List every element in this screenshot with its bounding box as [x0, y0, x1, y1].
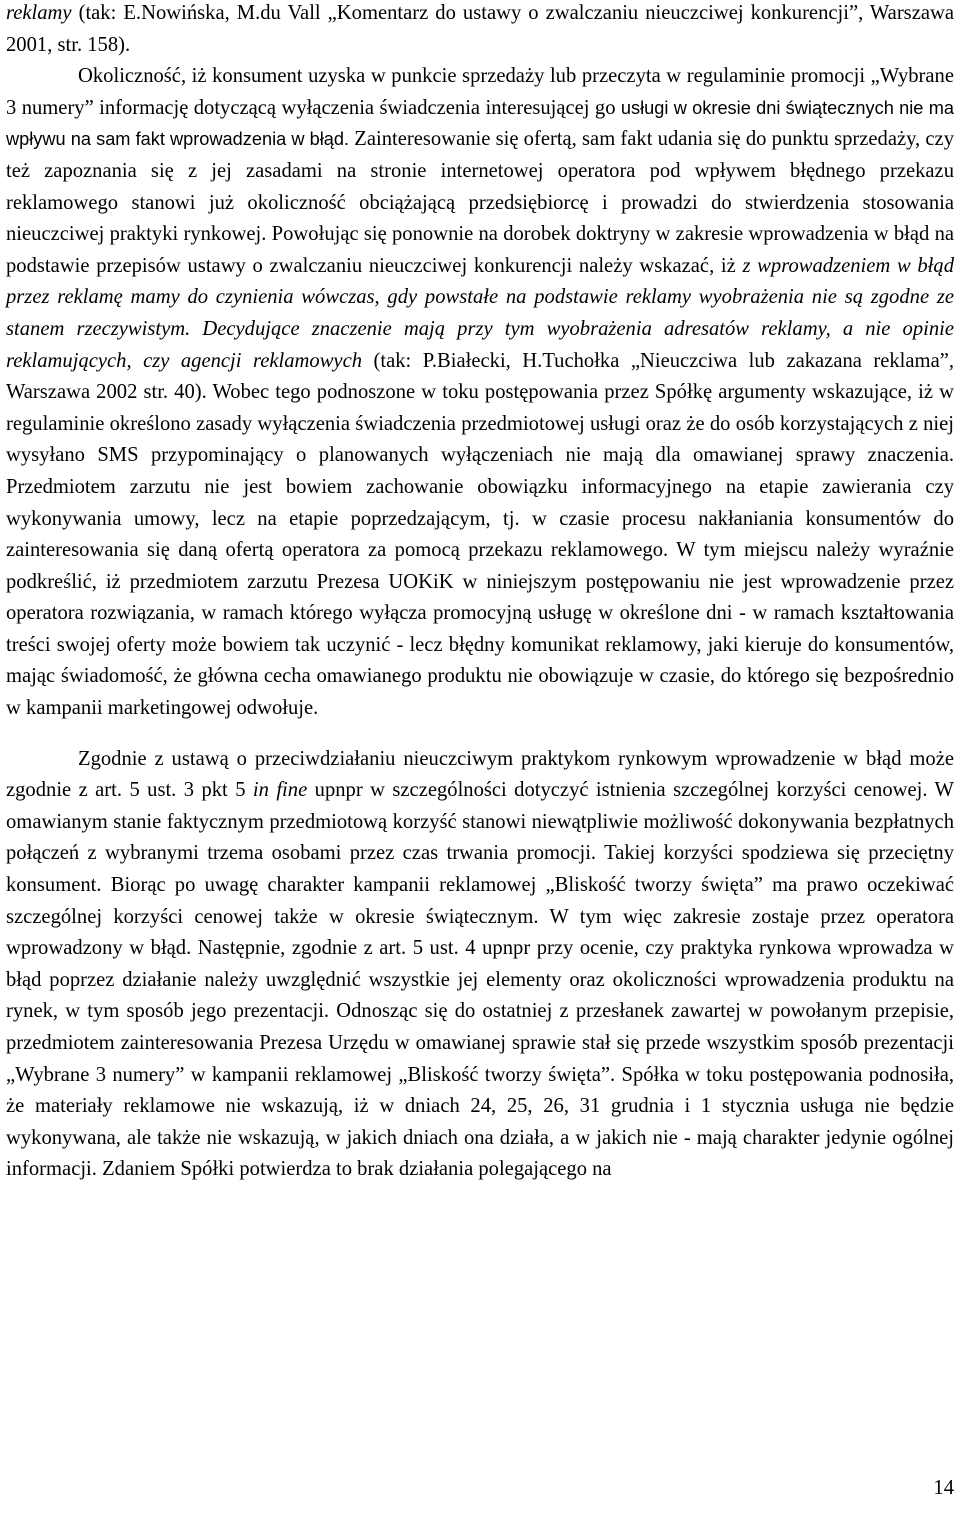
paragraph-1-run: (tak: E.Nowińska, M.du Vall „Komentarz do ustawy o zwalczaniu nieuczciwej konkurencji”, Warszawa 2001, str. 158). — [6, 2, 954, 56]
paragraph-2-run: usługi w okresie dni świątecznych nie ma wpływu na sam fakt wprowadzenia w błąd. — [6, 97, 954, 150]
paragraph-2-run: (tak: P.Białecki, H.Tuchołka „Nieuczciwa lub zakazana reklama”, Warszawa 2002 str. 40). Wobec tego podnoszone w toku postępowania przez Spółkę argumenty wskazujące, iż w regulaminie określono zasady wyłączenia świadczenia przedmiotowej usługi oraz że do osób korzystających z niej wysyłano SMS przypominający o planowanych wyłączeniach nie mają dla omawianej sprawy znaczenia. Przedmiotem zarzutu nie jest bowiem zachowanie obowiązku informacyjnego na etapie zawierania czy wykonywania umowy, lecz na etapie poprzedzającym, tj. w czasie procesu nakłaniania konsumentów do zainteresowania się daną ofertą operatora za pomocą przekazu reklamowego. W tym miejscu należy wyraźnie podkreślić, iż przedmiotem zarzutu Prezesa UOKiK w niniejszym postępowaniu nie jest wprowadzenie przez operatora rozwiązania, w ramach którego wyłącza promocyjną usługę w określone dni - w ramach kształtowania treści swojej oferty może bowiem tak uczynić - lecz błędny komunikat reklamowy, jaki kieruje do konsumentów, mając świadomość, że główna cecha omawianego produktu nie obowiązuje w czasie, do którego się bezpośrednio w kampanii marketingowej odwołuje. — [6, 349, 954, 720]
paragraph-1 — [6, 0, 954, 61]
paragraph-2-run: Powołując się ponownie na dorobek doktryny w zakresie wprowadzenia w błąd na podstawie przepisów ustawy o zwalczaniu nieuczciwej konkurencji należy wskazać, iż — [6, 223, 955, 277]
paragraph-2-run: z wprowadzeniem w błąd przez reklamę mamy do czynienia wówczas, gdy powstałe na podstawie reklamy wyobrażenia nie są zgodne ze stanem rzeczywistym. Decydujące znaczenie mają przy tym wyobrażenia adresatów reklamy, a nie opinie reklamujących, czy agencji reklamowych — [6, 254, 954, 372]
document-page — [6, 0, 954, 1186]
paragraph-3-run: upnpr w szczególności dotyczyć istnienia szczególnej korzyści cenowej. W omawianym stanie faktycznym przedmiotową korzyść stanowi niewątpliwie możliwość dokonywania bezpłatnych połączeń z wybranymi trzema osobami przez czas trwania promocji. Takiej korzyści spodziewa się przeciętny konsument. Biorąc po uwagę charakter kampanii reklamowej „Bliskość tworzy święta” ma prawo oczekiwać szczególnej korzyści cenowej także w okresie świątecznym. W tym więc zakresie zostaje przez operatora wprowadzony w błąd. Następnie, zgodnie z art. 5 ust. 4 upnpr przy ocenie, czy praktyka rynkowa wprowadza w błąd poprzez działanie należy uwzględnić wszystkie jej elementy oraz okoliczności wprowadzenia produktu na rynek, w tym sposób jego prezentacji. Odnosząc się do ostatniej z przesłanek zawartej w powołanym przepisie, przedmiotem zainteresowania Prezesa Urzędu w omawianej sprawie stał się przede wszystkim sposób prezentacji „Wybrane 3 numery” w kampanii reklamowej „Bliskość tworzy święta”. Spółka w toku postępowania podnosiła, że materiały reklamowe nie wskazują, iż w dniach 24, 25, 26, 31 grudnia i 1 stycznia usługa nie będzie wykonywana, ale także nie wskazują, w jakich dniach ona działa, a w jakich nie - mają charakter jedynie ogólnej informacji. Zdaniem Spółki potwierdza to brak działania polegającego na — [6, 779, 954, 1181]
paragraph-3 — [6, 744, 954, 1186]
paragraph-2 — [6, 61, 954, 724]
paragraph-3-run: in fine — [252, 779, 308, 802]
paragraph-1-run: reklamy — [6, 2, 72, 24]
paragraph-2-run: Okoliczność, iż konsument uzyska w punkcie sprzedaży lub przeczyta w regulaminie promocji „Wybrane 3 numery” informację dotyczącą wyłączenia świadczenia interesującej go — [6, 65, 954, 119]
paragraph-2-run: Zainteresowanie się ofertą, sam fakt udania się do punktu sprzedaży, czy też zapoznania się z jej zasadami na stronie internetowej operatora pod wpływem błędnego przekazu reklamowego stanowi już okoliczność obciążającą przedsiębiorcę i prowadzi do stwierdzenia stosowania nieuczciwej praktyki rynkowej. — [6, 128, 954, 246]
page-number: 14 — [933, 1477, 954, 1499]
paragraph-3-run: Zgodnie z ustawą o przeciwdziałaniu nieuczciwym praktykom rynkowym wprowadzenie w błąd może zgodnie z art. 5 ust. 3 pkt 5 — [6, 747, 954, 802]
